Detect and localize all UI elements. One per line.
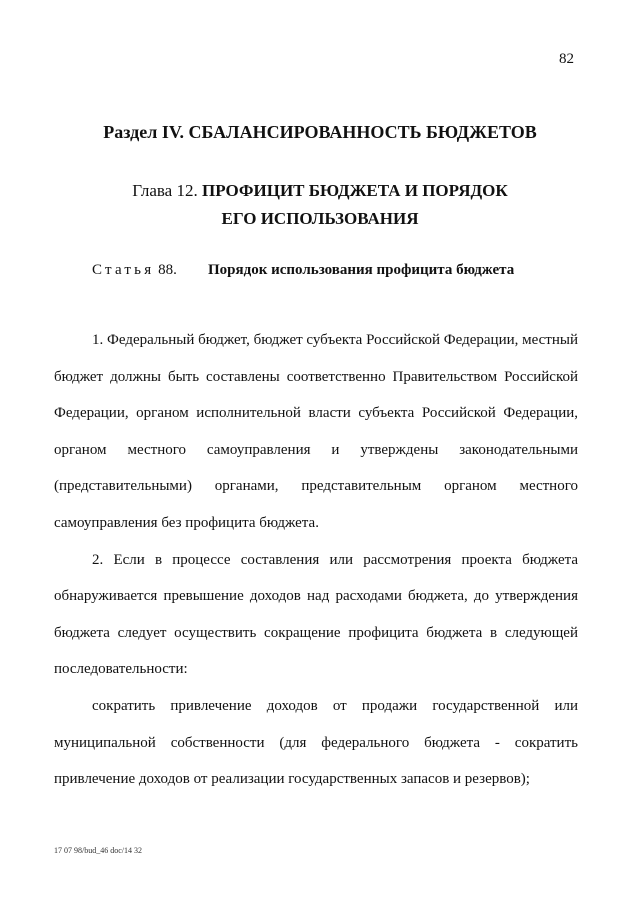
paragraph-1: 1. Федеральный бюджет, бюджет субъекта Российской Федерации, местный бюджет должны быть составлены соответственно Правительством Российской Федерации, органом исполнительной власти субъекта Российской Федерации, органом местного самоуправления и утверждены законодательными (представительными) органами, представительным органом местного самоуправления без профицита бюджета.: [54, 332, 578, 531]
article-title: Порядок использования профицита бюджета: [208, 262, 515, 278]
page-number: 82: [559, 51, 574, 67]
paragraph-3: сократить привлечение доходов от продажи государственной или муниципальной собственности (для федерального бюджета - сократить привлечение доходов от реализации государственных запасов и резервов);: [54, 697, 578, 788]
section-title: Раздел IV. СБАЛАНСИРОВАННОСТЬ БЮДЖЕТОВ: [103, 122, 537, 142]
chapter-prefix: Глава 12.: [132, 181, 198, 200]
article-label: Статья: [92, 262, 155, 278]
paragraph-2: 2. Если в процессе составления или рассмотрения проекта бюджета обнаруживается превышение доходов над расходами бюджета, до утверждения бюджета следует осуществить сокращение профицита бюджета в следующей последовательности:: [54, 551, 578, 678]
article-heading: [92, 262, 177, 279]
body-text: [54, 322, 578, 798]
article-number: 88.: [158, 262, 177, 278]
footer-file-reference: 17 07 98/bud_46 doc/14 32: [54, 846, 142, 855]
chapter-title-line1: ПРОФИЦИТ БЮДЖЕТА И ПОРЯДОК: [201, 181, 508, 200]
chapter-title: [0, 177, 640, 233]
chapter-title-line2: ЕГО ИСПОЛЬЗОВАНИЯ: [221, 209, 419, 228]
